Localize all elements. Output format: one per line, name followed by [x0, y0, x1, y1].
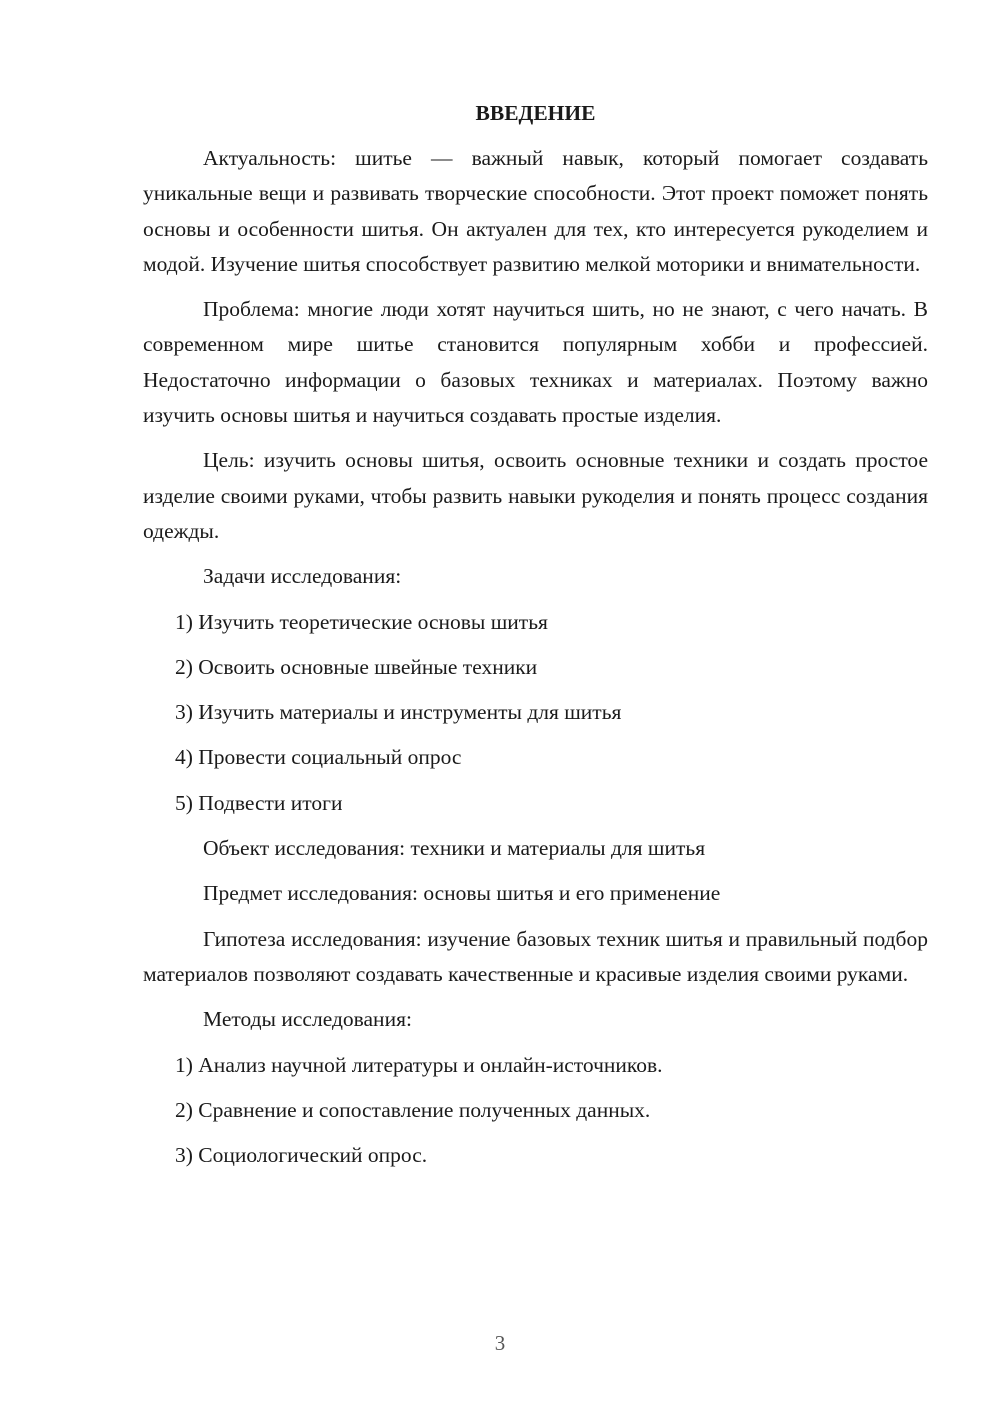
goal-paragraph: Цель: изучить основы шитья, освоить основные техники и создать простое изделие своими руками, чтобы развить навыки рукоделия и понять процесс создания одежды. [143, 448, 928, 543]
methods-list [143, 1048, 928, 1174]
tasks-heading: Задачи исследования: [203, 564, 402, 589]
list-item: 1) Анализ научной литературы и онлайн-источников. [175, 1052, 663, 1077]
tasks-list [143, 605, 928, 821]
relevance-paragraph: Актуальность: шитье — важный навык, который помогает создавать уникальные вещи и развивать творческие способности. Этот проект поможет понять основы и особенности шитья. Он актуален для тех, кто интересуется рукоделием и модой. Изучение шитья способствует развитию мелкой моторики и внимательности. [143, 146, 928, 276]
list-item: 2) Сравнение и сопоставление полученных данных. [175, 1097, 651, 1122]
page-number: 3 [494, 1331, 506, 1355]
document-page [143, 96, 928, 1183]
subject-line: Предмет исследования: основы шитья и его применение [203, 881, 721, 906]
methods-heading: Методы исследования: [203, 1007, 412, 1032]
list-item: 2) Освоить основные швейные техники [175, 654, 538, 679]
list-item: 1) Изучить теоретические основы шитья [175, 609, 548, 634]
section-title: ВВЕДЕНИЕ [475, 101, 596, 125]
list-item: 3) Социологический опрос. [175, 1143, 428, 1168]
list-item: 5) Подвести итоги [175, 790, 343, 815]
list-item: 3) Изучить материалы и инструменты для шитья [175, 700, 622, 725]
list-item: 4) Провести социальный опрос [175, 745, 462, 770]
hypothesis-paragraph: Гипотеза исследования: изучение базовых техник шитья и правильный подбор материалов позволяют создавать качественные и красивые изделия своими руками. [143, 926, 928, 986]
problem-paragraph: Проблема: многие люди хотят научиться шить, но не знают, с чего начать. В современном мире шитье становится популярным хобби и профессией. Недостаточно информации о базовых техниках и материалах. Поэтому важно изучить основы шитья и научиться создавать простые изделия. [143, 297, 928, 428]
object-line: Объект исследования: техники и материалы для шитья [203, 836, 706, 861]
